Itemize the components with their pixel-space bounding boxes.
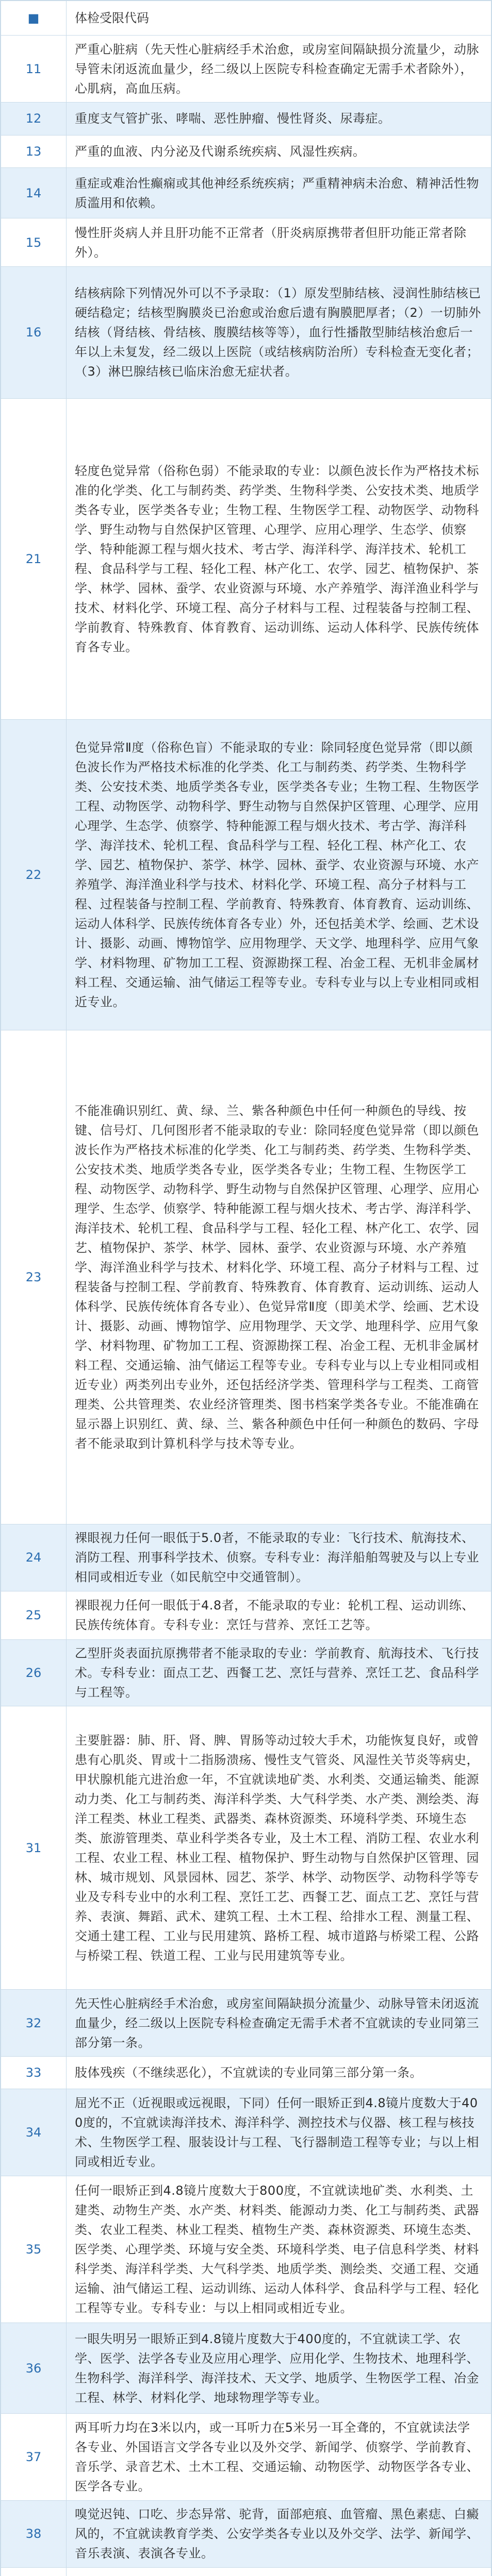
restriction-description: 肢体残疾（不继续恶化），不宜就读的专业同第三部分第一条。 xyxy=(75,2065,422,2080)
table-body xyxy=(1,1,491,2576)
restriction-code: 37 xyxy=(1,2414,67,2501)
restriction-description: 嗅觉迟钝、口吃、步态异常、驼背，面部疤痕、血管瘤、黑色素痣、白癜风的，不宜就读教育学类、公安学类各专业以及外交学、法学、新闻学、音乐表演、表演各专业。 xyxy=(75,2507,479,2561)
restriction-description-cell xyxy=(67,167,491,218)
restriction-description: 裸眼视力任何一眼低于4.8者，不能录取的专业：轮机工程、运动训练、民族传统体育。专科专业：烹饪与营养、烹饪工艺等。 xyxy=(75,1598,474,1633)
restriction-description-cell xyxy=(67,1524,491,1591)
table-row xyxy=(1,1706,491,1990)
restriction-code: 25 xyxy=(1,1591,67,1639)
restriction-description-cell xyxy=(67,1591,491,1639)
restriction-description-cell xyxy=(67,720,491,1030)
table-row xyxy=(1,2057,491,2089)
table-row xyxy=(1,2176,491,2323)
restriction-description: 慢性肝炎病人并且肝功能不正常者（肝炎病原携带者但肝功能正常者除外）。 xyxy=(75,225,467,260)
restriction-description-cell xyxy=(67,2323,491,2414)
restriction-description-cell xyxy=(67,36,491,103)
restriction-description-cell xyxy=(67,398,491,719)
restriction-code: 31 xyxy=(1,1706,67,1990)
restriction-description: 色觉异常Ⅱ度（俗称色盲）不能录取的专业：除同轻度色觉异常（即以颜色波长作为严格技术标准的化学类、化工与制药类、药学类、生物科学类、公安技术类、地质学类各专业，医学类各专业；生物工程、生物医学工程、动物医学、动物科学、野生动物与自然保护区管理、心理学、应用心理学、生态学、侦察学、特种能源工程与烟火技术、考古学、海洋科学、海洋技术、轮机工程、食品科学与工程、轻化工程、林产化工、农学、园艺、植物保护、茶学、林学、园林、蚕学、农业资源与环境、水产养殖学、海洋渔业科学与技术、材料化学、环境工程、高分子材料与工程、过程装备与控制工程、学前教育、特殊教育、体育教育、运动训练、运动人体科学、民族传统体育各专业）外，还包括美术学、绘画、艺术设计、摄影、动画、博物馆学、应用物理学、天文学、地理科学、应用气象学、材料物理、矿物加工工程、资源勘探工程、冶金工程、无机非金属材料工程、交通运输、油气储运工程等专业。专科专业与以上专业相同或相近专业。 xyxy=(75,740,479,1010)
restriction-description-cell xyxy=(67,2057,491,2089)
restriction-code: 24 xyxy=(1,1524,67,1591)
restriction-description-cell xyxy=(67,1030,491,1524)
restriction-code: 35 xyxy=(1,2176,67,2323)
table-row xyxy=(1,167,491,218)
restriction-description: 重度支气管扩张、哮喘、恶性肿瘤、慢性肾炎、尿毒症。 xyxy=(75,111,391,126)
restriction-description-cell xyxy=(67,2176,491,2323)
restriction-description: 重症或难治性癫痫或其他神经系统疾病；严重精神病未治愈、精神活性物质滥用和依赖。 xyxy=(75,176,479,210)
restriction-description-cell xyxy=(67,2089,491,2176)
table-row xyxy=(1,218,491,267)
table-row xyxy=(1,2500,491,2567)
restriction-code: 33 xyxy=(1,2057,67,2089)
table-row xyxy=(1,2089,491,2176)
restriction-description-cell xyxy=(67,103,491,135)
table-row xyxy=(1,1639,491,1706)
restriction-description-cell xyxy=(67,1639,491,1706)
restriction-description-cell xyxy=(67,267,491,399)
table-row xyxy=(1,267,491,399)
restriction-code: 23 xyxy=(1,1030,67,1524)
restriction-description: 不能准确识别红、黄、绿、兰、紫各种颜色中任何一种颜色的导线、按键、信号灯、几何图形者不能录取的专业：除同轻度色觉异常（即以颜色波长作为严格技术标准的化学类、化工与制药类、药学类、生物科学类、公安技术类、地质学类各专业，医学类各专业；生物工程、生物医学工程、动物医学、动物科学、野生动物与自然保护区管理、心理学、应用心理学、生态学、侦察学、特种能源工程与烟火技术、考古学、海洋科学、海洋技术、轮机工程、食品科学与工程、轻化工程、林产化工、农学、园艺、植物保护、茶学、林学、园林、蚕学、农业资源与环境、水产养殖学、海洋渔业科学与技术、材料化学、环境工程、高分子材料与工程、过程装备与控制工程、学前教育、特殊教育、体育教育、运动训练、运动人体科学、民族传统体育各专业）、色觉异常Ⅱ度（即美术学、绘画、艺术设计、摄影、动画、博物馆学、应用物理学、天文学、地理科学、应用气象学、材料物理、矿物加工工程、资源勘探工程、冶金工程、无机非金属材料工程、交通运输、油气储运工程等专业。专科专业与以上专业相同或相近专业）两类列出专业外，还包括经济学类、管理科学与工程类、工商管理类、公共管理类、农业经济管理类、图书档案学类各专业。不能准确在显示器上识别红、黄、绿、兰、紫各种颜色中任何一种颜色的数码、字母者不能录取到计算机科学与技术等专业。 xyxy=(75,1103,480,1451)
restriction-code: 12 xyxy=(1,103,67,135)
restriction-description-cell xyxy=(67,135,491,167)
restriction-description-cell xyxy=(67,1990,491,2057)
restriction-description: 一眼失明另一眼矫正到4.8镜片度数大于400度的，不宜就读工学、农学、医学、法学各专业及应用心理学、应用化学、生物技术、地理科学、生物科学、海洋科学、海洋技术、天文学、地质学、生物医学工程、冶金工程、林学、材料化学、地球物理学等专业。 xyxy=(75,2331,479,2405)
restriction-description: 严重心脏病（先天性心脏病经手术治愈，或房室间隔缺损分流量少，动脉导管未闭返流血量少，经二级以上医院专科检查确定无需手术者除外），心肌病，高血压病。 xyxy=(75,42,479,96)
restriction-code: 36 xyxy=(1,2323,67,2414)
table-row xyxy=(1,2414,491,2501)
restriction-description: 任何一眼矫正到4.8镜片度数大于800度，不宜就读地矿类、水利类、土建类、动物生产类、水产类、材料类、能源动力类、化工与制药类、武器类、农业工程类、林业工程类、植物生产类、森林资源类、环境生态类、医学类、心理学类、环境与安全类、环境科学类、电子信息科学类、材料科学类、海洋科学类、大气科学类、地质学类、测绘类、交通工程、交通运输、油气储运工程、运动训练、运动人体科学、食品科学与工程、轻化工程等专业。专科专业：与以上相同或相近专业。 xyxy=(75,2183,479,2316)
restriction-code: 15 xyxy=(1,218,67,267)
restriction-code: 34 xyxy=(1,2089,67,2176)
restriction-code: 26 xyxy=(1,1639,67,1706)
table-row xyxy=(1,398,491,719)
restriction-description: 严重的血液、内分泌及代谢系统疾病、风湿性疾病。 xyxy=(75,144,366,159)
restriction-code: 38 xyxy=(1,2500,67,2567)
restriction-description: 乙型肝炎表面抗原携带者不能录取的专业：学前教育、航海技术、飞行技术。专科专业：面点工艺、西餐工艺、烹饪与营养、烹饪工艺、食品科学与工程等。 xyxy=(75,1646,479,1700)
restriction-description: 裸眼视力任何一眼低于5.0者，不能录取的专业：飞行技术、航海技术、消防工程、刑事科学技术、侦察。专科专业：海洋船舶驾驶及与以上专业相同或相近专业（如民航空中交通管制）。 xyxy=(75,1531,479,1585)
table-row xyxy=(1,1030,491,1524)
header-marker: ■ xyxy=(1,1,67,36)
restriction-description xyxy=(75,2574,483,2576)
restriction-description-cell xyxy=(67,2567,491,2576)
restriction-description: 屈光不正（近视眼或远视眼，下同）任何一眼矫正到4.8镜片度数大于400度的，不宜就读海洋技术、海洋科学、测控技术与仪器、核工程与核技术、生物医学工程、服装设计与工程、飞行器制造工程等专业；与以上相同或相近专业。 xyxy=(75,2096,479,2170)
table-row xyxy=(1,103,491,135)
restriction-description: 两耳听力均在3米以内，或一耳听力在5米另一耳全聋的，不宜就读法学各专业、外国语言文学各专业以及外交学、新闻学、侦察学、学前教育、音乐学、录音艺术、土木工程、交通运输、动物医学、动物医学各专业、医学各专业。 xyxy=(75,2420,479,2494)
table-header-row xyxy=(1,1,491,36)
table-row xyxy=(1,720,491,1030)
restriction-description-cell xyxy=(67,2500,491,2567)
restriction-code: 21 xyxy=(1,398,67,719)
restriction-description: 轻度色觉异常（俗称色弱）不能录取的专业：以颜色波长作为严格技术标准的化学类、化工与制药类、药学类、生物科学类、公安技术类、地质学类各专业，医学类各专业；生物工程、生物医学工程、动物医学、动物科学、野生动物与自然保护区管理、心理学、应用心理学、生态学、侦察学、特种能源工程与烟火技术、考古学、海洋科学、海洋技术、轮机工程、食品科学与工程、轻化工程、林产化工、农学、园艺、植物保护、茶学、林学、园林、蚕学、农业资源与环境、水产养殖学、海洋渔业科学与技术、材料化学、环境工程、高分子材料与工程、过程装备与控制工程、学前教育、特殊教育、体育教育、运动训练、运动人体科学、民族传统体育各专业。 xyxy=(75,463,479,654)
restriction-code xyxy=(1,2567,67,2576)
restriction-code: 16 xyxy=(1,267,67,399)
table-row xyxy=(1,1990,491,2057)
restriction-description-cell xyxy=(67,2414,491,2501)
restriction-code: 22 xyxy=(1,720,67,1030)
table-row xyxy=(1,1524,491,1591)
restriction-description-cell xyxy=(67,218,491,267)
restriction-code: 32 xyxy=(1,1990,67,2057)
restriction-code: 14 xyxy=(1,167,67,218)
table-row xyxy=(1,36,491,103)
table-row xyxy=(1,2323,491,2414)
restriction-code: 11 xyxy=(1,36,67,103)
header-title: 体检受限代码 xyxy=(67,1,491,36)
restriction-description: 主要脏器：肺、肝、肾、脾、胃肠等动过较大手术，功能恢复良好，或曾患有心肌炎、胃或十二指肠溃疡、慢性支气管炎、风湿性关节炎等病史，甲状腺机能亢进治愈一年，不宜就读地矿类、水利类、交通运输类、能源动力类、化工与制药类、海洋科学类、大气科学类、水产类、测绘类、海洋工程类、林业工程类、武器类、森林资源类、环境科学类、环境生态类、旅游管理类、草业科学类各专业，及土木工程、消防工程、农业水利工程、农业工程、林业工程、植物保护、野生动物与自然保护区管理、园林、城市规划、风景园林、园艺、茶学、林学、动物医学、动物科学等专业及专科专业中的水利工程、烹饪工艺、西餐工艺、面点工艺、烹饪与营养、表演、舞蹈、武术、建筑工程、土木工程、给排水工程、测量工程、交通土建工程、工业与民用建筑、路桥工程、城市道路与桥梁工程、公路与桥梁工程、铁道工程、工业与民用建筑等专业。 xyxy=(75,1733,479,1963)
restriction-description-cell xyxy=(67,1706,491,1990)
restriction-code: 13 xyxy=(1,135,67,167)
restriction-code-table xyxy=(1,1,491,2576)
table-row xyxy=(1,135,491,167)
restriction-description: 先天性心脏病经手术治愈，或房室间隔缺损分流量少、动脉导管未闭返流血量少，经二级以上医院专科检查确定无需手术者不宜就读的专业同第三部分第一条。 xyxy=(75,1996,479,2050)
table-row xyxy=(1,1591,491,1639)
restriction-description: 结核病除下列情况外可以不予录取：（1）原发型肺结核、浸润性肺结核已硬结稳定；结核型胸膜炎已治愈或治愈后遗有胸膜肥厚者；（2）一切肺外结核（肾结核、骨结核、腹膜结核等等），血行性播散型肺结核治愈后一年以上未复发，经二级以上医院（或结核病防治所）专科检查无变化者；（3）淋巴腺结核已临床治愈无症状者。 xyxy=(75,286,481,379)
table-row xyxy=(1,2567,491,2576)
